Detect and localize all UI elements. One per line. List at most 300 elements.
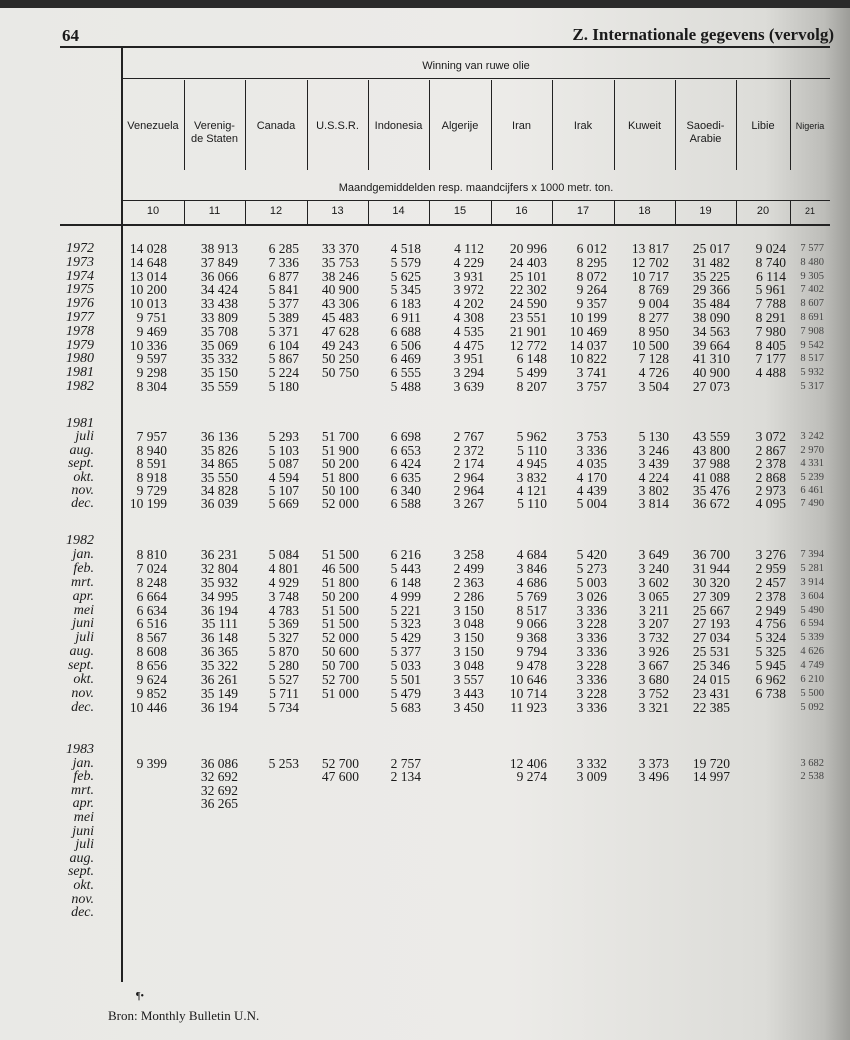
table-cell: 10 469 xyxy=(569,323,607,339)
table-cell: 7 908 xyxy=(800,325,824,337)
table-cell: 2 378 xyxy=(755,588,786,604)
table-cell: 9 751 xyxy=(136,310,167,325)
table-cell: 2 499 xyxy=(453,560,484,576)
table-cell: 43 800 xyxy=(692,442,730,458)
table-cell: 5 004 xyxy=(576,496,607,512)
table-cell: 4 202 xyxy=(453,296,484,312)
table-cell: 35 826 xyxy=(200,442,238,458)
table-cell: 3 846 xyxy=(516,560,547,576)
table-cell: 6 635 xyxy=(390,469,421,485)
row-label: apr. xyxy=(72,588,94,604)
table-cell: 3 802 xyxy=(638,483,669,498)
table-cell: 4 170 xyxy=(576,469,607,485)
table-cell: 3 150 xyxy=(453,644,484,660)
page-number: 64 xyxy=(62,26,79,45)
table-cell: 6 148 xyxy=(390,574,421,590)
table-cell: 9 597 xyxy=(136,351,167,367)
column-number: 18 xyxy=(638,205,651,217)
table-cell: 5 107 xyxy=(268,483,299,498)
row-label: juni xyxy=(72,616,94,632)
column-number: 21 xyxy=(804,206,815,216)
table-cell: 36 365 xyxy=(200,644,238,660)
table-cell: 3 926 xyxy=(638,644,669,660)
row-label: juli xyxy=(75,630,94,646)
table-cell: 8 072 xyxy=(576,268,607,284)
section-title: Z. Internationale gegevens (vervolg) xyxy=(572,25,834,44)
row-label: sept. xyxy=(67,864,94,880)
table-cell: 5 281 xyxy=(800,562,824,574)
table-cell: 10 336 xyxy=(129,337,167,353)
table-cell: 34 424 xyxy=(200,282,238,298)
table-cell: 5 389 xyxy=(268,310,299,325)
column-number: 20 xyxy=(756,205,770,217)
table-cell: 12 702 xyxy=(631,254,669,270)
table-cell: 3 228 xyxy=(576,658,607,674)
table-cell: 10 717 xyxy=(631,268,669,284)
table-cell: 3 048 xyxy=(453,658,484,674)
table-cell: 9 066 xyxy=(516,616,547,632)
table-cell: 13 817 xyxy=(631,241,669,256)
table-cell: 3 752 xyxy=(638,685,669,701)
row-label: 1979 xyxy=(66,337,94,353)
table-cell: 3 240 xyxy=(638,560,669,576)
table-cell: 8 277 xyxy=(638,310,669,325)
table-cell: 3 604 xyxy=(800,590,824,602)
table-cell: 36 231 xyxy=(200,546,238,562)
table-cell: 3 336 xyxy=(576,644,607,660)
table-cell: 5 711 xyxy=(269,685,299,701)
table-cell: 8 567 xyxy=(136,630,167,646)
table-cell: 25 531 xyxy=(692,644,730,660)
table-cell: 5 377 xyxy=(268,296,299,312)
table-cell: 6 148 xyxy=(516,351,547,367)
table-cell: 3 267 xyxy=(453,496,484,512)
table-cell: 25 017 xyxy=(692,241,730,256)
table-cell: 6 911 xyxy=(391,310,421,325)
table-cell: 6 738 xyxy=(755,685,786,701)
table-cell: 5 867 xyxy=(268,351,299,367)
table-cell: 35 225 xyxy=(692,268,730,284)
table-cell: 5 110 xyxy=(517,442,547,458)
table-cell: 4 308 xyxy=(453,310,484,325)
column-header: Venezuela xyxy=(127,120,179,132)
table-cell: 50 600 xyxy=(321,644,359,660)
table-cell: 51 700 xyxy=(321,429,359,445)
table-cell: 51 900 xyxy=(321,442,359,458)
table-cell: 51 800 xyxy=(321,469,359,485)
table-cell: 3 336 xyxy=(576,442,607,458)
column-number: 10 xyxy=(146,205,160,217)
table-cell: 5 501 xyxy=(390,672,421,687)
unit-label: Maandgemiddelden resp. maandcijfers x 1000 metr. ton. xyxy=(338,182,614,194)
table-cell: 9 004 xyxy=(638,296,669,312)
table-cell: 3 048 xyxy=(453,616,484,632)
table-cell: 8 304 xyxy=(136,379,167,394)
table-cell: 5 323 xyxy=(390,616,421,632)
table-cell: 35 932 xyxy=(200,574,238,590)
table-cell: 10 822 xyxy=(569,351,607,367)
table-cell: 8 950 xyxy=(638,323,669,339)
table-cell: 6 216 xyxy=(390,546,421,562)
row-label: aug. xyxy=(69,644,94,660)
table-cell: 35 322 xyxy=(200,658,238,674)
table-cell: 3 832 xyxy=(516,469,547,485)
table-cell: 7 980 xyxy=(755,323,786,339)
table-cell: 24 015 xyxy=(692,672,730,687)
table-cell: 3 753 xyxy=(576,429,607,445)
table-cell: 3 741 xyxy=(576,365,607,381)
table-cell: 4 331 xyxy=(800,458,824,470)
table-cell: 6 664 xyxy=(136,588,167,604)
table-cell: 9 469 xyxy=(136,323,167,339)
table-cell: 5 033 xyxy=(390,658,421,674)
table-cell: 35 708 xyxy=(200,323,238,339)
table-cell: 36 265 xyxy=(200,796,238,812)
row-label: aug. xyxy=(69,850,94,866)
table-cell: 8 295 xyxy=(576,254,607,270)
table-cell: 38 246 xyxy=(321,268,359,284)
row-label: nov. xyxy=(71,891,94,907)
table-cell: 5 734 xyxy=(268,699,299,715)
column-number: 17 xyxy=(576,205,590,217)
table-cell: 7 024 xyxy=(136,560,167,576)
table-cell: 10 446 xyxy=(129,699,167,715)
group-label: 1982 xyxy=(66,533,94,548)
table-cell: 34 563 xyxy=(692,323,730,339)
table-cell: 27 073 xyxy=(692,379,730,394)
table-cell: 27 193 xyxy=(692,616,730,632)
table-cell: 5 239 xyxy=(800,471,824,483)
table-cell: 6 183 xyxy=(390,296,421,312)
table-cell: 5 527 xyxy=(268,672,299,687)
row-label: feb. xyxy=(73,769,94,785)
table-cell: 5 293 xyxy=(268,429,299,445)
table-cell: 3 026 xyxy=(576,588,607,604)
table-cell: 4 229 xyxy=(453,254,484,270)
table-cell: 21 901 xyxy=(509,323,547,339)
table-cell: 8 810 xyxy=(136,546,167,562)
table-cell: 4 535 xyxy=(453,323,484,339)
table-cell: 2 964 xyxy=(453,483,484,498)
table-cell: 3 373 xyxy=(638,755,669,771)
row-label: nov. xyxy=(71,685,94,701)
table-cell: 50 200 xyxy=(321,456,359,472)
table-cell: 5 500 xyxy=(800,687,824,699)
table-cell: 5 317 xyxy=(800,381,824,392)
column-number: 13 xyxy=(331,205,344,217)
table-cell: 5 488 xyxy=(390,379,421,394)
table-cell: 3 150 xyxy=(453,630,484,646)
table-cell: 4 749 xyxy=(800,660,824,672)
table-cell: 3 680 xyxy=(638,672,669,687)
row-label: dec. xyxy=(71,699,94,715)
table-cell: 14 997 xyxy=(692,769,730,785)
table-cell: 51 500 xyxy=(321,546,359,562)
table-cell: 5 103 xyxy=(268,442,299,458)
table-cell: 5 490 xyxy=(800,604,824,616)
table-cell: 4 626 xyxy=(800,646,824,658)
table-cell: 11 923 xyxy=(510,699,547,715)
table-title: Winning van ruwe olie xyxy=(422,60,530,72)
table-cell: 45 483 xyxy=(321,310,359,325)
table-cell: 40 900 xyxy=(692,365,730,381)
table-cell: 3 246 xyxy=(638,442,669,458)
table-cell: 52 700 xyxy=(321,672,359,687)
table-cell: 9 794 xyxy=(516,644,547,660)
column-header: Saoedi- Arabie xyxy=(686,120,725,145)
table-cell: 3 150 xyxy=(453,602,484,618)
table-cell: 5 003 xyxy=(576,574,607,590)
column-number: 12 xyxy=(269,205,283,217)
table-cell: 4 783 xyxy=(268,602,299,618)
row-label: okt. xyxy=(73,469,94,485)
table-cell: 5 280 xyxy=(268,658,299,674)
table-cell: 6 424 xyxy=(390,456,421,472)
row-label: apr. xyxy=(72,796,94,812)
table-cell: 3 276 xyxy=(755,546,786,562)
table-cell: 4 224 xyxy=(638,469,669,485)
table-cell: 5 479 xyxy=(390,685,421,701)
table-cell: 3 667 xyxy=(638,658,669,674)
table-cell: 27 309 xyxy=(692,588,730,604)
table-cell: 8 940 xyxy=(136,442,167,458)
table-cell: 5 377 xyxy=(390,644,421,660)
row-label: okt. xyxy=(73,878,94,893)
table-cell: 5 324 xyxy=(755,630,786,646)
column-header: Algerije xyxy=(441,120,479,132)
table-cell: 9 729 xyxy=(136,483,167,498)
table-cell: 3 748 xyxy=(268,588,299,604)
table-cell: 9 298 xyxy=(136,365,167,381)
table-cell: 5 224 xyxy=(268,365,299,381)
row-label: sept. xyxy=(67,658,94,674)
table-cell: 3 228 xyxy=(576,616,607,632)
table-cell: 34 865 xyxy=(200,456,238,472)
row-label: feb. xyxy=(73,560,94,576)
table-cell: 2 372 xyxy=(453,442,484,458)
table-cell: 36 148 xyxy=(200,630,238,646)
column-header: Irak xyxy=(573,120,593,132)
table-cell: 2 538 xyxy=(800,771,824,783)
table-cell: 6 688 xyxy=(390,323,421,339)
table-cell: 3 682 xyxy=(800,757,824,769)
table-cell: 4 475 xyxy=(453,337,484,353)
row-label: 1978 xyxy=(66,323,94,339)
table-cell: 8 248 xyxy=(136,574,167,590)
table-cell: 2 286 xyxy=(453,588,484,604)
table-cell: 14 028 xyxy=(129,241,167,256)
row-label: 1972 xyxy=(66,241,94,256)
row-label: 1974 xyxy=(66,268,94,284)
column-header: Indonesia xyxy=(374,120,423,132)
table-cell: 41 310 xyxy=(692,351,730,367)
table-cell: 3 450 xyxy=(453,699,484,715)
table-cell: 22 385 xyxy=(692,699,730,715)
row-label: jan. xyxy=(72,546,94,562)
group-label: 1983 xyxy=(66,742,94,757)
table-cell: 3 951 xyxy=(453,351,484,367)
table-cell: 8 207 xyxy=(516,379,547,394)
table-cell: 4 801 xyxy=(268,560,299,576)
table-cell: 6 594 xyxy=(800,618,824,630)
table-cell: 8 607 xyxy=(800,298,824,310)
table-cell: 12 772 xyxy=(509,337,547,353)
table-cell: 32 692 xyxy=(200,769,238,785)
table-cell: 38 090 xyxy=(692,310,730,325)
table-cell: 27 034 xyxy=(692,630,730,646)
table-cell: 50 200 xyxy=(321,588,359,604)
table-cell: 2 363 xyxy=(453,574,484,590)
table-cell: 5 327 xyxy=(268,630,299,646)
table-cell: 50 100 xyxy=(321,483,359,498)
table-cell: 3 496 xyxy=(638,769,669,785)
table-cell: 51 500 xyxy=(321,602,359,618)
table-cell: 4 756 xyxy=(755,616,786,632)
table-cell: 5 841 xyxy=(268,282,299,298)
row-label: mei xyxy=(73,602,94,618)
table-cell: 4 518 xyxy=(390,241,421,256)
title-rule xyxy=(122,78,830,79)
table-cell: 3 336 xyxy=(576,630,607,646)
table-cell: 5 180 xyxy=(268,379,299,394)
table-cell: 5 130 xyxy=(638,429,669,445)
table-cell: 35 150 xyxy=(200,365,238,381)
row-label: juni xyxy=(72,823,94,839)
table-cell: 51 800 xyxy=(321,574,359,590)
table-cell: 3 065 xyxy=(638,588,669,604)
table-cell: 9 852 xyxy=(136,685,167,701)
document-page xyxy=(0,8,850,1040)
table-cell: 47 628 xyxy=(321,323,359,339)
table-cell: 49 243 xyxy=(321,337,359,353)
row-label: sept. xyxy=(67,456,94,472)
table-cell: 32 804 xyxy=(200,560,238,576)
row-label: nov. xyxy=(71,483,94,498)
table-cell: 4 684 xyxy=(516,546,547,562)
table-cell: 5 420 xyxy=(576,546,607,562)
table-cell: 3 336 xyxy=(576,602,607,618)
table-cell: 25 101 xyxy=(509,268,547,284)
table-cell: 3 228 xyxy=(576,685,607,701)
row-label: 1980 xyxy=(66,351,94,367)
table-cell: 3 072 xyxy=(755,429,786,445)
table-cell: 3 972 xyxy=(453,282,484,298)
table-cell: 52 000 xyxy=(321,496,359,512)
table-cell: 35 559 xyxy=(200,379,238,394)
table-cell: 10 200 xyxy=(129,282,167,298)
row-label: 1976 xyxy=(66,296,94,312)
column-header: U.S.S.R. xyxy=(316,120,359,132)
table-cell: 43 559 xyxy=(692,429,730,445)
column-header: Canada xyxy=(256,120,296,132)
table-cell: 5 273 xyxy=(576,560,607,576)
column-header: Nigeria xyxy=(795,121,825,131)
table-cell: 3 439 xyxy=(638,456,669,472)
table-cell: 4 726 xyxy=(638,365,669,381)
row-label: dec. xyxy=(71,496,94,512)
table-cell: 43 306 xyxy=(321,296,359,312)
print-mark: ¶• xyxy=(136,991,145,1002)
table-cell: 3 732 xyxy=(638,630,669,646)
row-label: 1982 xyxy=(66,379,94,394)
table-cell: 52 000 xyxy=(321,630,359,646)
table-cell: 9 624 xyxy=(136,672,167,687)
table-cell: 10 646 xyxy=(509,672,547,687)
table-cell: 2 970 xyxy=(800,444,824,456)
table-cell: 35 332 xyxy=(200,351,238,367)
table-cell: 23 431 xyxy=(692,685,730,701)
table-cell: 36 066 xyxy=(200,268,238,284)
table-cell: 3 258 xyxy=(453,546,484,562)
table-cell: 2 868 xyxy=(755,469,786,485)
table-cell: 3 443 xyxy=(453,685,484,701)
table-cell: 3 336 xyxy=(576,699,607,715)
table-cell: 30 320 xyxy=(692,574,730,590)
table-cell: 7 402 xyxy=(800,284,824,296)
table-cell: 5 221 xyxy=(390,602,421,618)
table-cell: 9 274 xyxy=(516,769,547,785)
table-cell: 8 291 xyxy=(755,310,786,325)
column-number: 11 xyxy=(208,205,221,217)
table-cell: 5 325 xyxy=(755,644,786,660)
table-cell: 3 207 xyxy=(638,616,669,632)
table-cell: 5 669 xyxy=(268,496,299,512)
table-cell: 51 000 xyxy=(321,685,359,701)
row-label: aug. xyxy=(69,442,94,458)
table-cell: 36 261 xyxy=(200,672,238,687)
table-cell: 5 084 xyxy=(268,546,299,562)
table-cell: 35 069 xyxy=(200,337,238,353)
row-label: 1973 xyxy=(66,254,94,270)
table-cell: 4 035 xyxy=(576,456,607,472)
table-cell: 5 339 xyxy=(800,632,824,644)
table-cell: 19 720 xyxy=(692,755,730,771)
table-cell: 5 371 xyxy=(268,323,299,339)
table-cell: 3 639 xyxy=(453,379,484,394)
table-cell: 14 037 xyxy=(569,337,607,353)
table-cell: 6 555 xyxy=(390,365,421,381)
table-cell: 4 439 xyxy=(576,483,607,498)
table-cell: 5 579 xyxy=(390,254,421,270)
table-cell: 46 500 xyxy=(321,560,359,576)
table-cell: 25 346 xyxy=(692,658,730,674)
table-cell: 7 957 xyxy=(136,429,167,445)
table-cell: 35 550 xyxy=(200,469,238,485)
table-cell: 5 945 xyxy=(755,658,786,674)
table-cell: 3 211 xyxy=(639,602,669,618)
table-cell: 33 809 xyxy=(200,310,238,325)
table-cell: 6 104 xyxy=(268,337,299,353)
table-cell: 3 294 xyxy=(453,365,484,381)
column-number: 19 xyxy=(699,205,712,217)
source-note: Bron: Monthly Bulletin U.N. xyxy=(108,1008,260,1023)
table-cell: 8 517 xyxy=(800,353,824,365)
table-cell: 8 918 xyxy=(136,469,167,485)
table-cell: 5 625 xyxy=(390,268,421,284)
table-cell: 5 962 xyxy=(516,429,547,445)
table-cell: 2 767 xyxy=(453,429,484,445)
table-cell: 33 438 xyxy=(200,296,238,312)
table-cell: 4 929 xyxy=(268,574,299,590)
table-cell: 24 403 xyxy=(509,254,547,270)
table-cell: 47 600 xyxy=(321,769,359,785)
row-label: mrt. xyxy=(71,574,94,590)
table-cell: 10 199 xyxy=(569,310,607,325)
table-cell: 4 999 xyxy=(390,588,421,604)
table-cell: 5 499 xyxy=(516,365,547,381)
row-label: 1981 xyxy=(66,365,94,381)
table-cell: 40 900 xyxy=(321,282,359,298)
